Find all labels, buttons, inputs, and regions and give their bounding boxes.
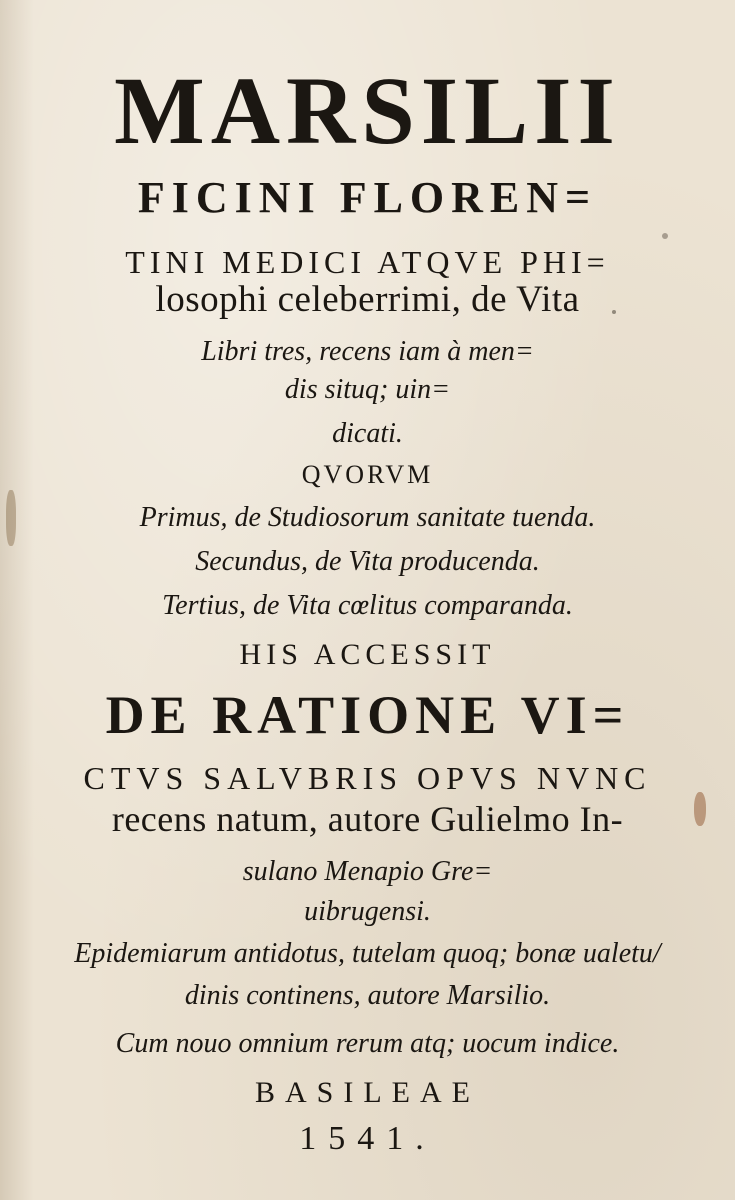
supplement-author-line: uibrugensi.: [304, 896, 431, 927]
author-origin-line: FICINI FLOREN=: [137, 173, 598, 222]
subtitle-line: Libri tres, recens iam à men=: [201, 336, 534, 367]
supplement-title-line: CTVS SALVBRIS OPVS NVNC: [83, 760, 652, 796]
book-three-line: Tertius, de Vita cœlitus comparanda.: [162, 590, 573, 621]
author-name-line: MARSILII: [114, 57, 621, 164]
book-two-line: Secundus, de Vita producenda.: [195, 546, 540, 577]
epidemic-treatise-line: dinis continens, autore Marsilio.: [184, 980, 551, 1011]
epidemic-treatise-line: Epidemiarum antidotus, tutelam quoq; bonæ ualetu/: [74, 938, 661, 969]
supplement-heading: HIS ACCESSIT: [239, 638, 496, 671]
supplement-author-line: sulano Menapio Gre=: [242, 856, 493, 887]
index-note-line: Cum nouo omnium rerum atq; uocum indice.: [115, 1028, 620, 1059]
section-heading: QVORVM: [301, 460, 434, 489]
supplement-author-line: recens natum, autore Gulielmo In-: [111, 799, 624, 839]
imprint-place: BASILEAE: [255, 1076, 480, 1109]
work-title-line: losophi celeberrimi, de Vita: [155, 279, 580, 320]
book-one-line: Primus, de Studiosorum sanitate tuenda.: [139, 502, 596, 533]
author-title-line: TINI MEDICI ATQVE PHI=: [125, 244, 610, 280]
subtitle-line: dis situq; uin=: [284, 374, 451, 405]
paper-speck: [662, 233, 668, 239]
supplement-title-line: DE RATIONE VI=: [105, 685, 630, 745]
subtitle-line: dicati.: [332, 418, 403, 449]
imprint-year: 1541.: [299, 1120, 436, 1157]
